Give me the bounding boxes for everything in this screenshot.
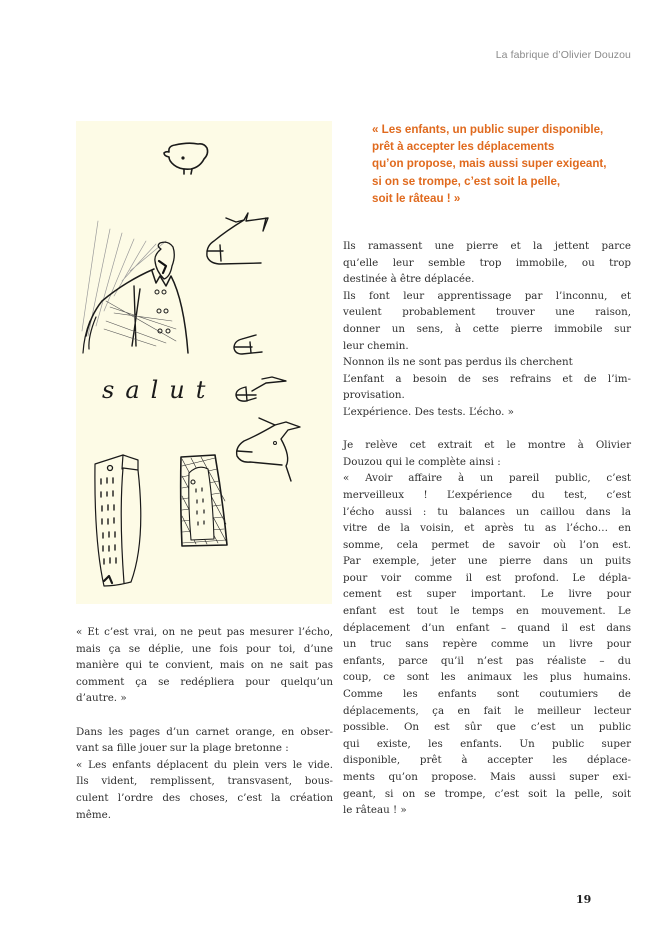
text-line: L’expérience. Des tests. L’écho. » <box>343 405 514 418</box>
svg-text:salut: salut <box>102 376 217 404</box>
muzzle-sketch-2 <box>236 377 286 401</box>
text-line: l’écho aussi : tu balances un caillou dans la <box>343 505 631 518</box>
pull-quote <box>372 121 642 207</box>
sketch-illustration <box>76 121 332 604</box>
text-line: Par exemple, jeter une pierre dans un puits <box>343 555 631 568</box>
pull-quote-line: « Les enfants, un public super disponible, <box>372 123 604 136</box>
text-line: comment ça se redépliera pour quelqu’un <box>76 675 333 688</box>
pull-quote-line: soit le râteau ! » <box>372 191 461 205</box>
text-line: déplacement d’un enfant – quand il est dans <box>343 621 631 634</box>
man-figure-sketch <box>82 221 188 353</box>
text-line: « Les enfants déplacent du plein vers le vide. <box>76 758 333 771</box>
text-line: veulent probablement trouver une raison, <box>343 306 631 319</box>
salut-handwriting <box>102 376 216 404</box>
text-line: enfants, parce qu’il n’est pas réaliste – du <box>343 654 631 667</box>
text-line: destinée à être déplacée. <box>343 273 475 286</box>
text-line: Ils vident, remplissent, transvasent, bous- <box>76 775 333 788</box>
text-line: Ils font leur apprentissage par l’inconnu, et <box>343 289 631 302</box>
pull-quote-line: si on se trompe, c’est soit la pelle, <box>372 174 561 188</box>
text-line: un truc sans repère comme un livre pour <box>343 638 631 651</box>
paragraph <box>76 624 333 707</box>
page-number: 19 <box>576 893 592 906</box>
text-line: qu’elle leur semble trop immobile, ou trop <box>343 256 631 269</box>
text-line: même. <box>76 808 111 821</box>
text-line: cement est super important. Le livre pour <box>343 588 631 601</box>
text-line: le râteau ! » <box>343 804 407 817</box>
muzzle-sketch <box>234 335 262 354</box>
text-line: coup, ce sont les animaux les plus humains. <box>343 671 631 684</box>
running-title: La fabrique d’Olivier Douzou <box>495 49 631 61</box>
pull-quote-line: qu’on propose, mais aussi super exigeant, <box>372 157 607 171</box>
text-line: Ils ramassent une pierre et la jettent parce <box>343 240 631 252</box>
horse-head-sketch-2 <box>237 418 300 481</box>
text-line: provisation. <box>343 389 405 402</box>
text-line: Dans les pages d’un carnet orange, en obser- <box>76 725 333 738</box>
text-line: « Avoir affaire à un pareil public, c’est <box>343 472 631 485</box>
text-line: Nonnon ils ne sont pas perdus ils cherchent <box>343 356 573 369</box>
text-line: Je relève cet extrait et le montre à Olivier <box>343 439 631 452</box>
text-line: somme, cela permet de savoir où l’on est. <box>343 538 631 551</box>
text-line: déplacements, ça en fait le meilleur lecteur <box>343 704 631 717</box>
text-line: donner un sens, à cette pierre immobile sur <box>343 322 631 335</box>
text-line: d’autre. » <box>76 692 127 705</box>
horse-head-sketch <box>207 213 268 264</box>
pull-quote-line: prêt à accepter les déplacements <box>372 140 555 154</box>
paragraph <box>76 724 333 824</box>
text-line: pour voir comme il est profond. Le dépla- <box>343 571 631 584</box>
text-line: leur chemin. <box>343 339 409 352</box>
tall-building-sketch <box>95 455 141 586</box>
text-line: possible. On est sûr que c’est un public <box>343 721 631 734</box>
left-column-text <box>76 624 333 823</box>
hatched-building-sketch <box>181 455 227 546</box>
text-line: vant sa fille jouer sur la plage bretonne : <box>76 742 289 755</box>
text-line: mais ça se déplie, une fois pour toi, d’une <box>76 642 333 655</box>
text-line: ments qu’on propose. Mais aussi super exi- <box>343 771 631 783</box>
text-line: Comme les enfants sont coutumiers de <box>343 688 631 701</box>
text-line: vitre de la voisin, et après tu as l’écho… en <box>343 522 631 535</box>
text-line: L’enfant a besoin de ses refrains et de l’im- <box>343 372 631 385</box>
bear-head-sketch <box>164 143 208 174</box>
text-line: manière qui te convient, mais on ne sait pas <box>76 659 333 672</box>
text-line: culent l’ordre des choses, c’est la création <box>76 791 333 804</box>
text-line: disponible, prêt à accepter les déplace- <box>343 754 631 767</box>
text-line: Douzou qui le complète ainsi : <box>343 455 501 468</box>
paragraph <box>343 437 631 819</box>
right-column-text <box>343 238 631 819</box>
paragraph <box>343 238 631 421</box>
text-line: qui existe, les enfants. Un public super <box>343 737 631 750</box>
text-line: merveilleux ! L’expérience du test, c’est <box>343 488 631 501</box>
text-line: geant, si on se trompe, c’est soit la pelle, soit <box>343 787 631 800</box>
text-line: « Et c’est vrai, on ne peut pas mesurer l’écho, <box>76 626 333 638</box>
text-line: enfant est tout le temps en mouvement. Le <box>343 605 631 618</box>
